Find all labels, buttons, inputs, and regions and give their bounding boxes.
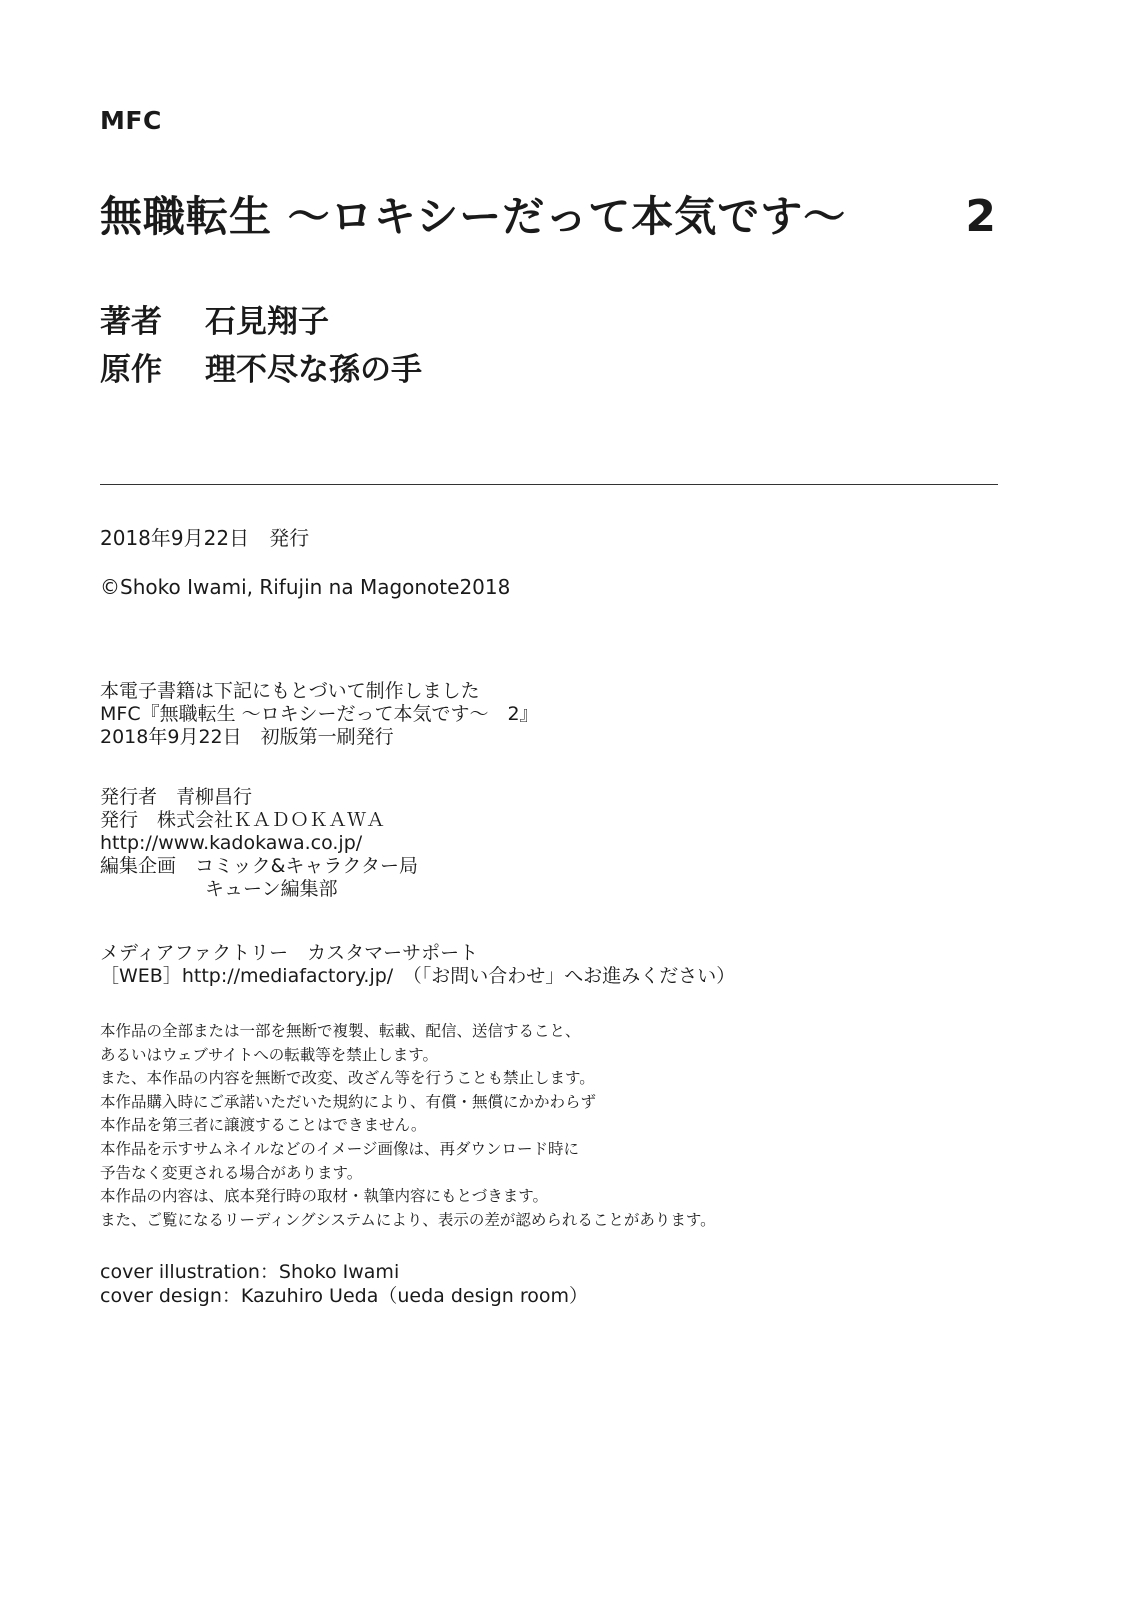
publisher-info-line: 発行 株式会社ＫＡＤＯＫＡＷＡ — [100, 809, 386, 831]
publisher-info-line: キューン編集部 — [205, 878, 338, 900]
notice-line: また、本作品の内容を無断で改変、改ざん等を行うことも禁止します。 — [100, 1069, 595, 1088]
support-web-link[interactable]: ［WEB］http://mediafactory.jp/ （「お問い合わせ」へお進みください） — [100, 965, 736, 987]
cover-design-credit: cover design：Kazuhiro Ueda（ueda design room） — [100, 1285, 589, 1307]
author-role: 著者 — [100, 304, 162, 340]
copyright-line: ©Shoko Iwami, Rifujin na Magonote2018 — [100, 575, 511, 599]
usage-notice — [100, 1020, 716, 1232]
cover-credits — [100, 1260, 588, 1308]
source-note-line: 2018年9月22日 初版第一刷発行 — [100, 726, 394, 748]
publisher-info — [100, 786, 418, 901]
source-note-line: 本電子書籍は下記にもとづいて制作しました — [100, 680, 480, 702]
notice-line: 本作品購入時にご承諾いただいた規約により、有償・無償にかかわらず — [100, 1092, 597, 1111]
original-role: 原作 — [100, 352, 162, 388]
publisher-url-link[interactable]: http://www.kadokawa.co.jp/ — [100, 832, 363, 854]
notice-line: 本作品を第三者に譲渡することはできません。 — [100, 1116, 427, 1135]
source-note-line: MFC『無職転生 ～ロキシーだって本気です～ 2』 — [100, 703, 539, 725]
customer-support — [100, 942, 735, 988]
book-title: 無職転生 ～ロキシーだって本気です～ — [100, 192, 847, 241]
divider — [100, 484, 998, 485]
original-name: 理不尽な孫の手 — [205, 352, 422, 388]
support-line: メディアファクトリー カスタマーサポート — [100, 942, 479, 964]
publication-date: 2018年9月22日 発行 — [100, 526, 310, 550]
author-name: 石見翔子 — [205, 304, 329, 340]
imprint-label: MFC — [100, 106, 162, 135]
title-row — [100, 184, 1000, 244]
author-credit — [100, 296, 329, 341]
notice-line: 本作品を示すサムネイルなどのイメージ画像は、再ダウンロード時に — [100, 1139, 579, 1158]
volume-number: 2 — [965, 191, 996, 242]
notice-line: 本作品の全部または一部を無断で複製、転載、配信、送信すること、 — [100, 1022, 581, 1040]
source-note — [100, 680, 539, 749]
publisher-info-line: 発行者 青柳昌行 — [100, 786, 253, 808]
notice-line: 予告なく変更される場合があります。 — [100, 1163, 363, 1182]
cover-illustration-credit: cover illustration：Shoko Iwami — [100, 1261, 400, 1283]
publisher-info-line: 編集企画 コミック&キャラクター局 — [100, 855, 419, 877]
notice-line: あるいはウェブサイトへの転載等を禁止します。 — [100, 1045, 439, 1064]
original-credit — [100, 344, 422, 389]
notice-line: 本作品の内容は、底本発行時の取材・執筆内容にもとづきます。 — [100, 1187, 548, 1206]
notice-line: また、ご覧になるリーディングシステムにより、表示の差が認められることがあります。 — [100, 1210, 716, 1229]
